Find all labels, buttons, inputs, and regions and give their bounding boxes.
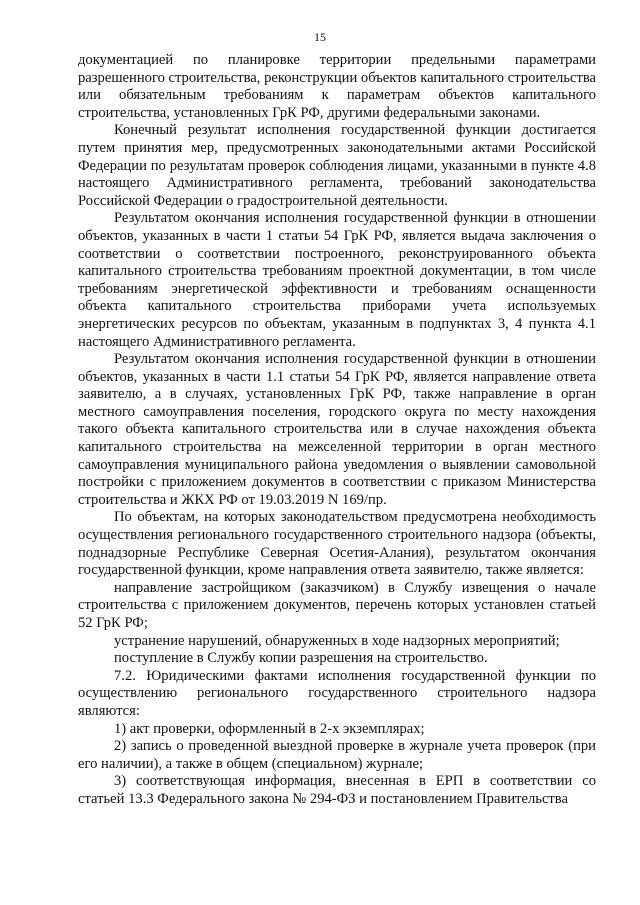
list-item-journal: 2) запись о проведенной выездной проверке в журнале учета проверок (при его наличии), а также в общем (специальном) журнале; [78,738,596,772]
list-item-notice: направление застройщиком (заказчиком) в Службу извещения о начале строительства с приложением документов, перечень которых установлен статьей 52 ГрК РФ; [78,579,596,631]
document-body [78,52,596,809]
list-item-act: 1) акт проверки, оформленный в 2-х экземплярах; [114,720,425,737]
paragraph-result-part1: Результатом окончания исполнения государственной функции в отношении объектов, указанных в части 1 статьи 54 ГрК РФ, является выдача заключения о соответствии о соответствии построенного, реконструированного объекта капитального строительства требованиям проектной документации, в том числе требованиям энергетической эффективности и требованиям оснащенности объекта капитального строительства приборами учета используемых энергетических ресурсов по объектам, указанным в подпунктах 3, 4 пункта 4.1 настоящего Административного регламента. [78,210,596,350]
paragraph-section-7-2: 7.2. Юридическими фактами исполнения государственной функции по осуществлению регионального государственного строительного надзора являются: [78,667,596,719]
paragraph-result-part1-1: Результатом окончания исполнения государственной функции в отношении объектов, указанных в части 1.1 статьи 54 ГрК РФ, является направление ответа заявителю, а в случаях, установленных ГрК РФ, также направление в орган местного самоуправления поселения, городского округа по месту нахождения такого объекта капитального строительства или в случае нахождения объекта капитального строительства на межселенной территории в орган местного самоуправления муниципального района уведомления о выявлении самовольной постройки с приложением документов в соответствии с приказом Министерства строительства и ЖКХ РФ от 19.03.2019 N 169/пр. [78,351,596,508]
page-number: 15 [314,30,326,44]
paragraph-continuation: документацией по планировке территории предельными параметрами разрешенного строительства, реконструкции объектов капитального строительства или обязательным требованиям к параметрам объектов капитального строительства, установленных ГрК РФ, другими федеральными законами. [78,52,597,121]
paragraph-regional-objects: По объектам, на которых законодательством предусмотрена необходимость осуществления регионального государственного строительного надзора (объекты, поднадзорные Республике Северная Осетия-Алания), результатом окончания государственной функции, кроме направления ответа заявителю, также является: [78,509,596,579]
list-item-violations: устранение нарушений, обнаруженных в ходе надзорных мероприятий; [114,632,560,649]
paragraph-final-result: Конечный результат исполнения государственной функции достигается путем принятия мер, предусмотренных законодательными актами Российской Федерации по результатам проверок соблюдения лицами, указанными в пункте 4.8 настоящего Административного регламента, требований законодательства Российской Федерации о градостроительной деятельности. [78,122,596,209]
list-item-permit-copy: поступление в Службу копии разрешения на строительство. [114,650,488,667]
list-item-erp: 3) соответствующая информация, внесенная в ЕРП в соответствии со статьей 13.3 Федерального закона № 294-ФЗ и постановлением Правительства [78,773,596,807]
